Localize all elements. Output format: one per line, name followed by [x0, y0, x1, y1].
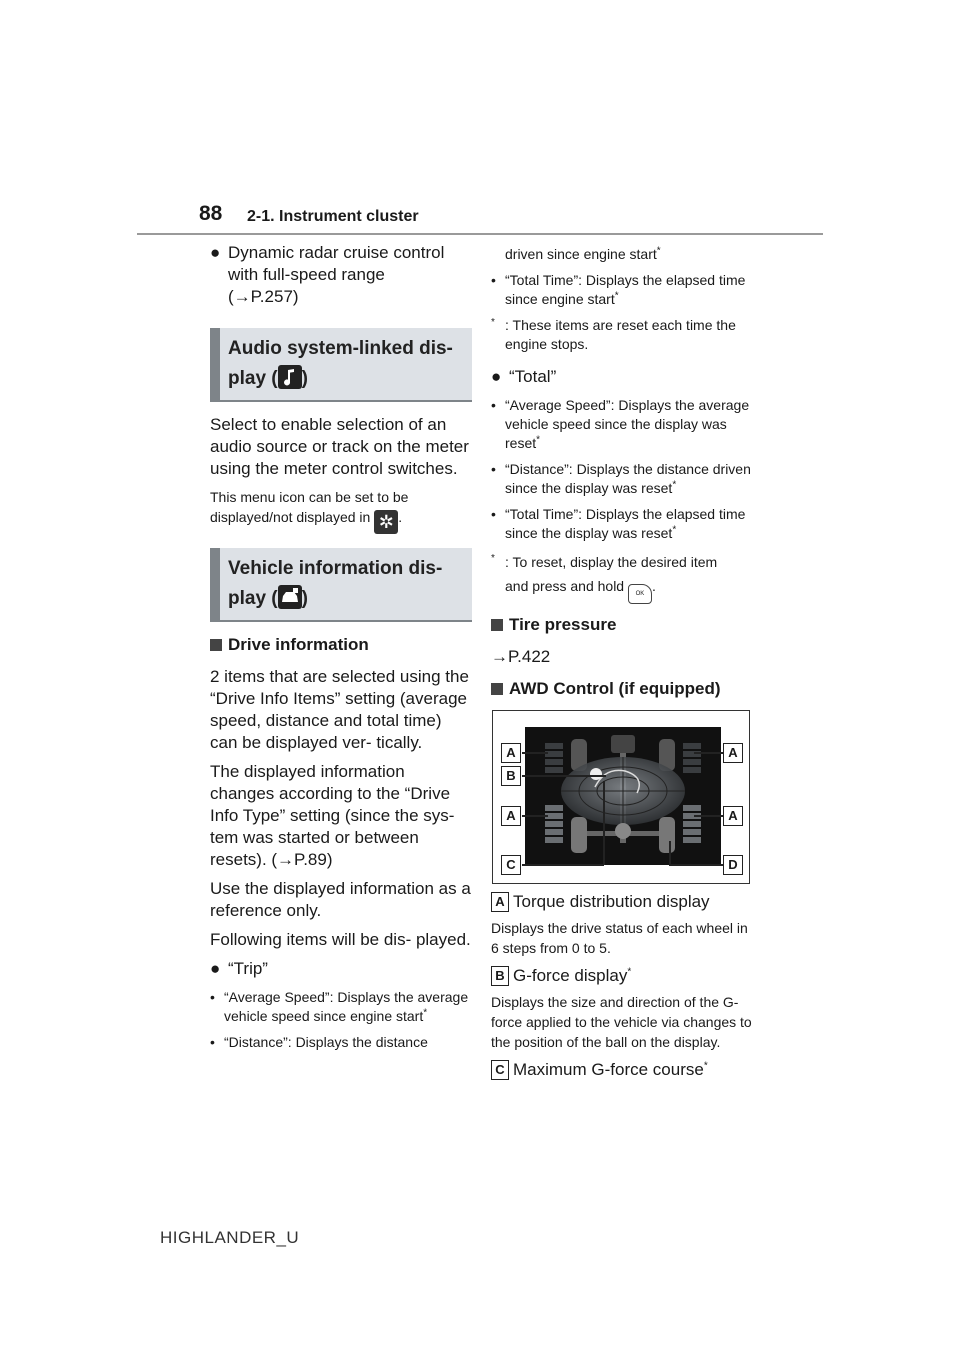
trip-bullet: ● “Trip”	[210, 959, 268, 978]
radar-cruise-ref[interactable]: (→P.257)	[228, 287, 299, 306]
def-a-text: Displays the drive status of each wheel in 6 steps from 0 to 5.	[491, 920, 748, 956]
callout-c: C	[501, 855, 521, 875]
leader-a-bottom-right	[694, 815, 723, 817]
trip-average-speed: • “Average Speed”: Displays the average vehicle speed since engine start*	[210, 989, 469, 1024]
total-distance: • “Distance”: Displays the distance driven since the display was reset*	[491, 461, 751, 496]
vehicle-info-icon	[278, 585, 302, 609]
left-column	[210, 242, 472, 1059]
awd-heading: AWD Control (if equipped)	[491, 678, 753, 700]
leader-d-h	[669, 864, 723, 866]
leader-c-v	[603, 781, 605, 865]
vehicle-info-heading: Vehicle information dis- play ( )	[210, 548, 472, 622]
total-average-speed: • “Average Speed”: Displays the average vehicle speed since the display was reset*	[491, 397, 750, 451]
leader-c-h	[522, 864, 604, 866]
callout-a-top-left: A	[501, 743, 521, 763]
drive-info-heading: Drive information	[210, 634, 472, 656]
right-column	[491, 245, 753, 1086]
callout-d: D	[723, 855, 743, 875]
awd-display-diagram	[492, 710, 750, 884]
total-bullet: ● “Total”	[491, 367, 557, 386]
def-a-title: A Torque distribution display	[491, 890, 753, 914]
leader-a-top-right	[694, 752, 723, 754]
radar-cruise-bullet: ● Dynamic radar cruise control with full-speed range (→P.257)	[210, 243, 445, 306]
leader-d-v	[669, 841, 671, 865]
drive-info-p2: The displayed information changes according to the “Drive Info Type” setting (since the sys- tem was started or between resets). (→P.89)	[210, 762, 455, 869]
tire-pressure-ref[interactable]: →P.422	[491, 647, 551, 666]
awd-graphic	[525, 727, 721, 865]
def-c-title: C Maximum G-force course*	[491, 1058, 753, 1082]
music-note-icon	[278, 365, 302, 389]
ok-switch-icon: OK	[628, 584, 652, 604]
header-rule	[137, 233, 823, 235]
drive-info-p1: 2 items that are selected using the “Drive Info Items” setting (average speed, distance and total time) can be displayed ver- tically.	[210, 667, 469, 752]
def-b-title: B G-force display*	[491, 964, 753, 988]
callout-a-bottom-right: A	[723, 806, 743, 826]
audio-menu-note: This menu icon can be set to be displayed/not displayed in ✲ .	[210, 489, 409, 532]
def-b-text: Displays the size and direction of the G-force applied to the vehicle via changes to the position of the ball on the display.	[491, 994, 752, 1050]
drive-info-p4: Following items will be dis- played.	[210, 930, 471, 949]
total-time: • “Total Time”: Displays the elapsed time since the display was reset*	[491, 506, 746, 541]
tire-pressure-heading: Tire pressure	[491, 614, 753, 636]
section-title: 2-1. Instrument cluster	[247, 208, 419, 225]
footer-model: HIGHLANDER_U	[160, 1228, 300, 1247]
leader-b	[522, 775, 606, 777]
callout-b: B	[501, 766, 521, 786]
trip-distance: • “Distance”: Displays the distance	[210, 1034, 428, 1050]
awd-screen	[525, 727, 721, 865]
gear-icon: ✲	[374, 510, 398, 534]
callout-a-top-right: A	[723, 743, 743, 763]
audio-description: Select to enable selection of an audio source or track on the meter using the meter control switches.	[210, 415, 469, 478]
callout-a-bottom-left: A	[501, 806, 521, 826]
leader-a-bottom-left	[522, 815, 548, 817]
trip-reset-note: * : These items are reset each time the engine stops.	[491, 317, 736, 352]
page-number: 88	[199, 202, 223, 225]
drive-info-p3: Use the displayed information as a reference only.	[210, 879, 471, 920]
radar-cruise-text: Dynamic radar cruise control with full-speed range	[228, 243, 445, 284]
trip-distance-cont: driven since engine start*	[505, 245, 661, 262]
trip-total-time: • “Total Time”: Displays the elapsed time since engine start*	[491, 272, 746, 307]
leader-a-top-left	[522, 752, 548, 754]
reset-instruction-note: * : To reset, display the desired item and press and hold OK .	[491, 550, 753, 604]
audio-heading: Audio system-linked dis- play ( )	[210, 328, 472, 402]
